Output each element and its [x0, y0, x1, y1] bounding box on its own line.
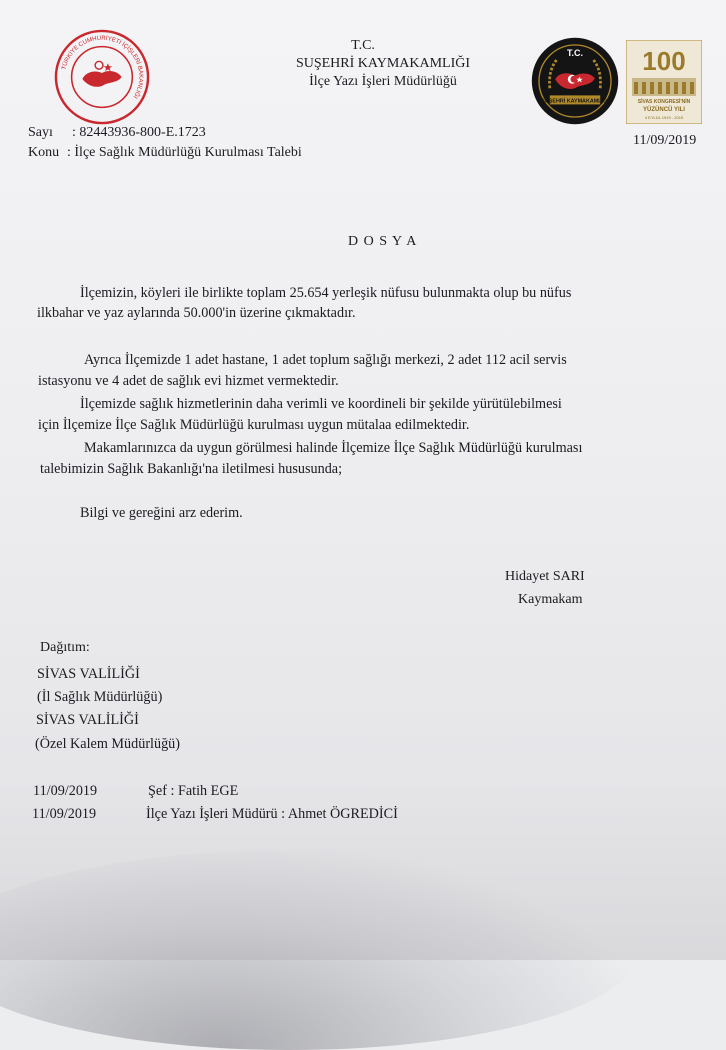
approval-role: İlçe Yazı İşleri Müdürü : Ahmet ÖGREDİCİ: [146, 806, 398, 822]
header-department: İlçe Yazı İşleri Müdürlüğü: [309, 74, 457, 89]
paragraph-3-line-1: İlçemizde sağlık hizmetlerinin daha verimli ve koordineli bir şekilde yürütülebilmesi: [80, 396, 562, 412]
paragraph-1-line-1: İlçemizin, köyleri ile birlikte toplam 25.654 yerleşik nüfusu bulunmakta olup bu nüfus: [80, 285, 572, 301]
paragraph-4-line-1: Makamlarınızca da uygun görülmesi halinde İlçemize İlçe Sağlık Müdürlüğü kurulması: [84, 440, 583, 456]
konu-value: : İlçe Sağlık Müdürlüğü Kurulması Talebi: [67, 145, 302, 160]
sayi-value: : 82443936-800-E.1723: [72, 125, 206, 140]
distribution-item: SİVAS VALİLİĞİ: [37, 666, 140, 682]
distribution-label: Dağıtım:: [40, 640, 90, 655]
signatory-name: Hidayet SARI: [505, 569, 585, 584]
header-institution: SUŞEHRİ KAYMAKAMLIĞI: [295, 56, 471, 71]
approval-date: 11/09/2019: [32, 806, 97, 822]
paragraph-2-line-1: Ayrıca İlçemizde 1 adet hastane, 1 adet toplum sağlığı merkezi, 2 adet 112 acil servis: [84, 352, 567, 368]
paragraph-2-line-2: istasyonu ve 4 adet de sağlık evi hizmet vermektedir.: [38, 373, 339, 389]
closing-line: Bilgi ve gereğini arz ederim.: [80, 505, 243, 521]
svg-text:SUŞEHRİ KAYMAKAMLIĞI: SUŞEHRİ KAYMAKAMLIĞI: [541, 98, 609, 105]
distribution-item: (Özel Kalem Müdürlüğü): [35, 736, 180, 752]
centennial-logo: [626, 40, 702, 124]
svg-text:YÜZÜNCÜ YILI: YÜZÜNCÜ YILI: [643, 107, 685, 113]
konu-label: Konu: [28, 145, 60, 160]
approval-role: Şef : Fatih EGE: [148, 783, 239, 799]
document-date: 11/09/2019: [633, 133, 697, 148]
sayi-label: Sayı: [28, 125, 53, 140]
paragraph-1-line-2: ilkbahar ve yaz aylarında 50.000'in üzerine çıkmaktadır.: [37, 305, 356, 321]
header-tc: T.C.: [351, 38, 375, 53]
svg-text:4 EYLÜL 1919 - 2019: 4 EYLÜL 1919 - 2019: [644, 115, 684, 120]
paragraph-3-line-2: için İlçemize İlçe Sağlık Müdürlüğü kurulması uygun mütalaa edilmektedir.: [38, 417, 470, 433]
svg-text:SİVAS KONGRESİ'NİN: SİVAS KONGRESİ'NİN: [637, 99, 691, 105]
distribution-item: (İl Sağlık Müdürlüğü): [37, 689, 163, 705]
svg-text:100: 100: [642, 46, 686, 76]
approval-date: 11/09/2019: [33, 783, 98, 799]
svg-text:T.C.: T.C.: [566, 47, 584, 58]
svg-text:TÜRKİYE CUMHURİYETİ İÇİŞLERİ B: TÜRKİYE CUMHURİYETİ İÇİŞLERİ BAKANLIĞI: [61, 35, 144, 100]
paragraph-4-line-2: talebimizin Sağlık Bakanlığı'na iletilmesi hususunda;: [40, 461, 343, 477]
signatory-title: Kaymakam: [518, 592, 583, 607]
distribution-item: SİVAS VALİLİĞİ: [36, 712, 139, 728]
district-seal-logo: [530, 36, 620, 126]
document-title: D O S Y A: [348, 234, 418, 249]
